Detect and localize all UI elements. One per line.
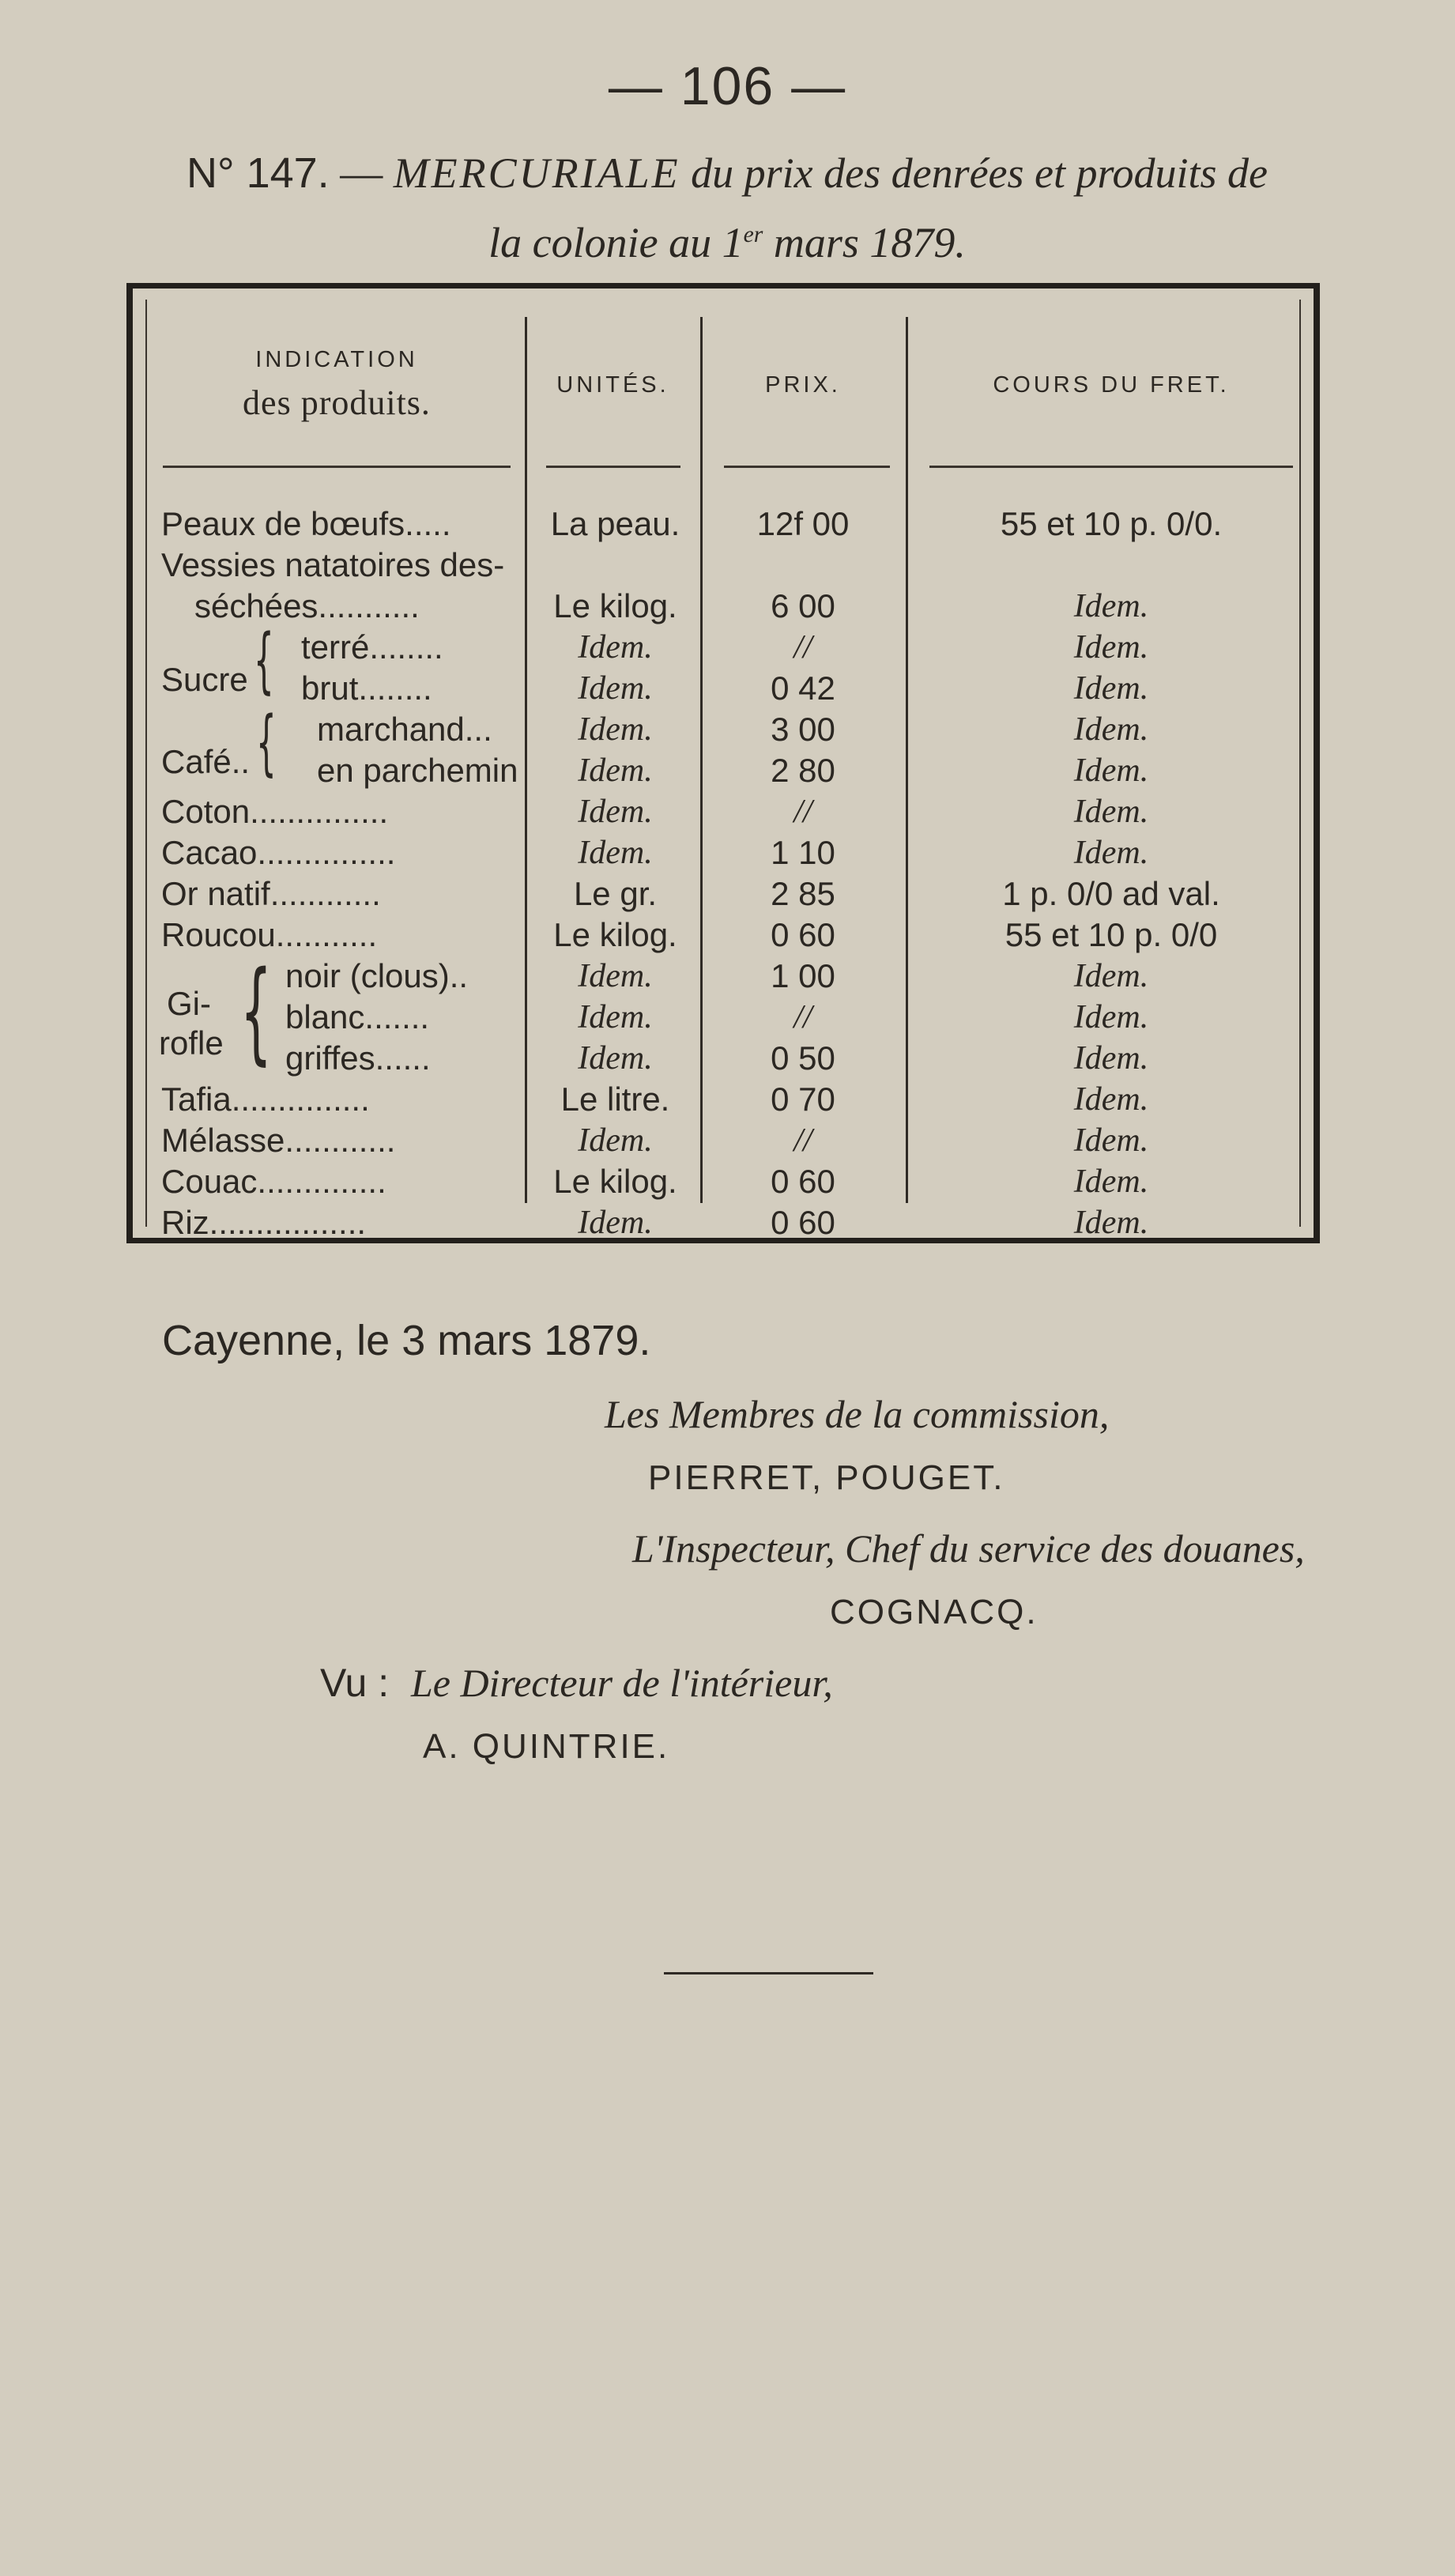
header-indication-sub: des produits.	[243, 383, 431, 422]
cell-fret: 1 p. 0/0 ad val.	[1002, 875, 1220, 912]
cell-unite: Idem.	[578, 670, 653, 707]
cell-produit: Riz.................	[161, 1204, 367, 1241]
cell-fret: Idem.	[1073, 588, 1149, 624]
title-number: N° 147.	[186, 149, 330, 197]
cell-produit: griffes......	[285, 1039, 431, 1077]
cell-produit: Couac..............	[161, 1163, 386, 1200]
cell-prix: 6 00	[771, 587, 835, 624]
table-row	[147, 627, 1299, 668]
cell-fret: Idem.	[1073, 670, 1149, 707]
cell-unite: Idem.	[578, 711, 653, 748]
cell-produit: Or natif............	[161, 875, 381, 912]
table-row	[147, 1079, 1299, 1120]
title-day: 1er	[722, 219, 763, 266]
director-label: Le Directeur de l'intérieur,	[411, 1661, 833, 1705]
table-row	[147, 873, 1299, 915]
title-rest-1: du prix des denrées et produits de	[691, 149, 1268, 197]
cell-prix: 2 85	[771, 875, 835, 912]
cell-fret: Idem.	[1073, 1122, 1149, 1159]
cell-fret: 55 et 10 p. 0/0.	[1000, 505, 1223, 542]
cell-produit: terré........	[301, 628, 443, 666]
cell-unite: Le kilog.	[553, 1163, 677, 1200]
header-rule	[163, 466, 511, 468]
cell-prix: 1 00	[771, 957, 835, 994]
cell-produit: noir (clous)..	[285, 957, 469, 994]
title-rest-2: la colonie au	[488, 219, 712, 266]
vu-label: Vu :	[320, 1661, 390, 1705]
title-dash: —	[340, 149, 383, 197]
cell-prix: 1 10	[771, 834, 835, 871]
header-rule	[724, 466, 890, 468]
cell-unite: Idem.	[578, 1205, 653, 1241]
cell-prix: 0 60	[771, 1204, 835, 1241]
cell-prix: 3 00	[771, 711, 835, 748]
cell-produit: marchand...	[317, 711, 492, 748]
cell-unite: Idem.	[578, 1040, 653, 1077]
group-label-sucre: Sucre	[161, 661, 248, 698]
cell-fret: Idem.	[1073, 1081, 1149, 1118]
table-row	[147, 1161, 1299, 1202]
table-row	[147, 997, 1299, 1038]
header-indication: INDICATION	[255, 347, 418, 372]
table-row	[147, 750, 1299, 791]
cell-prix: 0 42	[771, 669, 835, 707]
cell-unite: Idem.	[578, 752, 653, 789]
commission-names: PIERRET, POUGET.	[648, 1458, 1005, 1497]
inspector-label: L'Inspecteur, Chef du service des douanes,	[632, 1526, 1305, 1571]
table-row	[147, 1120, 1299, 1161]
closing-rule	[664, 1972, 873, 1974]
director-name: A. QUINTRIE.	[423, 1727, 670, 1766]
table-row	[147, 668, 1299, 709]
cell-unite: Idem.	[578, 794, 653, 830]
header-rule	[546, 466, 680, 468]
cell-produit: Roucou...........	[161, 916, 378, 953]
cell-prix: //	[793, 629, 812, 666]
cell-prix: //	[793, 794, 812, 830]
brace-icon: {	[254, 619, 274, 702]
commission-label: Les Membres de la commission,	[605, 1392, 1110, 1436]
cell-prix: 0 60	[771, 1163, 835, 1200]
cell-fret: Idem.	[1073, 1040, 1149, 1077]
cell-fret: Idem.	[1073, 835, 1149, 871]
cell-produit: blanc.......	[285, 998, 430, 1035]
header-rule	[929, 466, 1293, 468]
group-label-girofle-1: Gi-	[167, 985, 211, 1022]
table-row	[147, 915, 1299, 956]
cell-fret: Idem.	[1073, 1205, 1149, 1241]
cell-unite: Idem.	[578, 958, 653, 994]
cell-unite: La peau.	[550, 505, 680, 542]
cell-prix: 0 60	[771, 916, 835, 953]
header-fret: COURS DU FRET.	[993, 372, 1230, 398]
cell-prix: //	[793, 1122, 812, 1159]
cell-prix: 2 80	[771, 752, 835, 789]
cell-produit: Tafia...............	[161, 1081, 370, 1118]
cell-produit: en parchemin	[317, 752, 518, 789]
cell-unite: Idem.	[578, 1122, 653, 1159]
title-main: MERCURIALE	[393, 149, 680, 197]
cell-prix: 0 70	[771, 1081, 835, 1118]
table-row	[147, 1202, 1299, 1243]
cell-fret: Idem.	[1073, 711, 1149, 748]
table-row	[147, 1038, 1299, 1079]
place-date: Cayenne, le 3 mars 1879.	[162, 1317, 651, 1364]
cell-prix: //	[793, 999, 812, 1035]
table-row	[147, 832, 1299, 873]
table-inner	[145, 300, 1301, 1241]
document-title	[119, 142, 1336, 273]
cell-produit: Cacao...............	[161, 834, 396, 871]
price-table	[126, 283, 1320, 1243]
cell-unite: Le litre.	[560, 1081, 670, 1118]
cell-unite: Idem.	[578, 629, 653, 666]
page-number: — 106 —	[608, 56, 847, 116]
table-row	[147, 791, 1299, 832]
cell-unite: Idem.	[578, 999, 653, 1035]
header-unites: UNITÉS.	[556, 372, 669, 398]
cell-fret: Idem.	[1073, 794, 1149, 830]
table-row	[147, 504, 1299, 545]
cell-prix: 12f 00	[756, 505, 850, 542]
cell-produit: Vessies natatoires des-	[161, 546, 505, 583]
cell-produit: Coton...............	[161, 793, 389, 830]
cell-fret: Idem.	[1073, 958, 1149, 994]
cell-fret: 55 et 10 p. 0/0	[1005, 916, 1218, 953]
cell-unite: Le gr.	[573, 875, 658, 912]
cell-unite: Le kilog.	[553, 916, 677, 953]
table-row	[147, 586, 1299, 627]
group-label-girofle-2: rofle	[159, 1024, 224, 1062]
brace-icon: {	[256, 701, 277, 784]
cell-fret: Idem.	[1073, 999, 1149, 1035]
cell-unite: Le kilog.	[553, 587, 677, 624]
cell-fret: Idem.	[1073, 752, 1149, 789]
table-row	[147, 545, 1299, 586]
cell-produit: brut........	[301, 669, 432, 707]
cell-fret: Idem.	[1073, 629, 1149, 666]
cell-fret: Idem.	[1073, 1164, 1149, 1200]
cell-prix: 0 50	[771, 1039, 835, 1077]
title-rest-3: mars 1879.	[773, 219, 966, 266]
brace-icon: {	[240, 948, 273, 1077]
table-row	[147, 709, 1299, 750]
inspector-name: COGNACQ.	[830, 1593, 1038, 1631]
cell-produit: Peaux de bœufs.....	[161, 505, 451, 542]
cell-unite: Idem.	[578, 835, 653, 871]
cell-produit: séchées...........	[194, 587, 420, 624]
table-row	[147, 956, 1299, 997]
cell-produit: Mélasse............	[161, 1122, 396, 1159]
header-prix: PRIX.	[765, 372, 841, 398]
group-label-cafe: Café..	[161, 743, 251, 780]
